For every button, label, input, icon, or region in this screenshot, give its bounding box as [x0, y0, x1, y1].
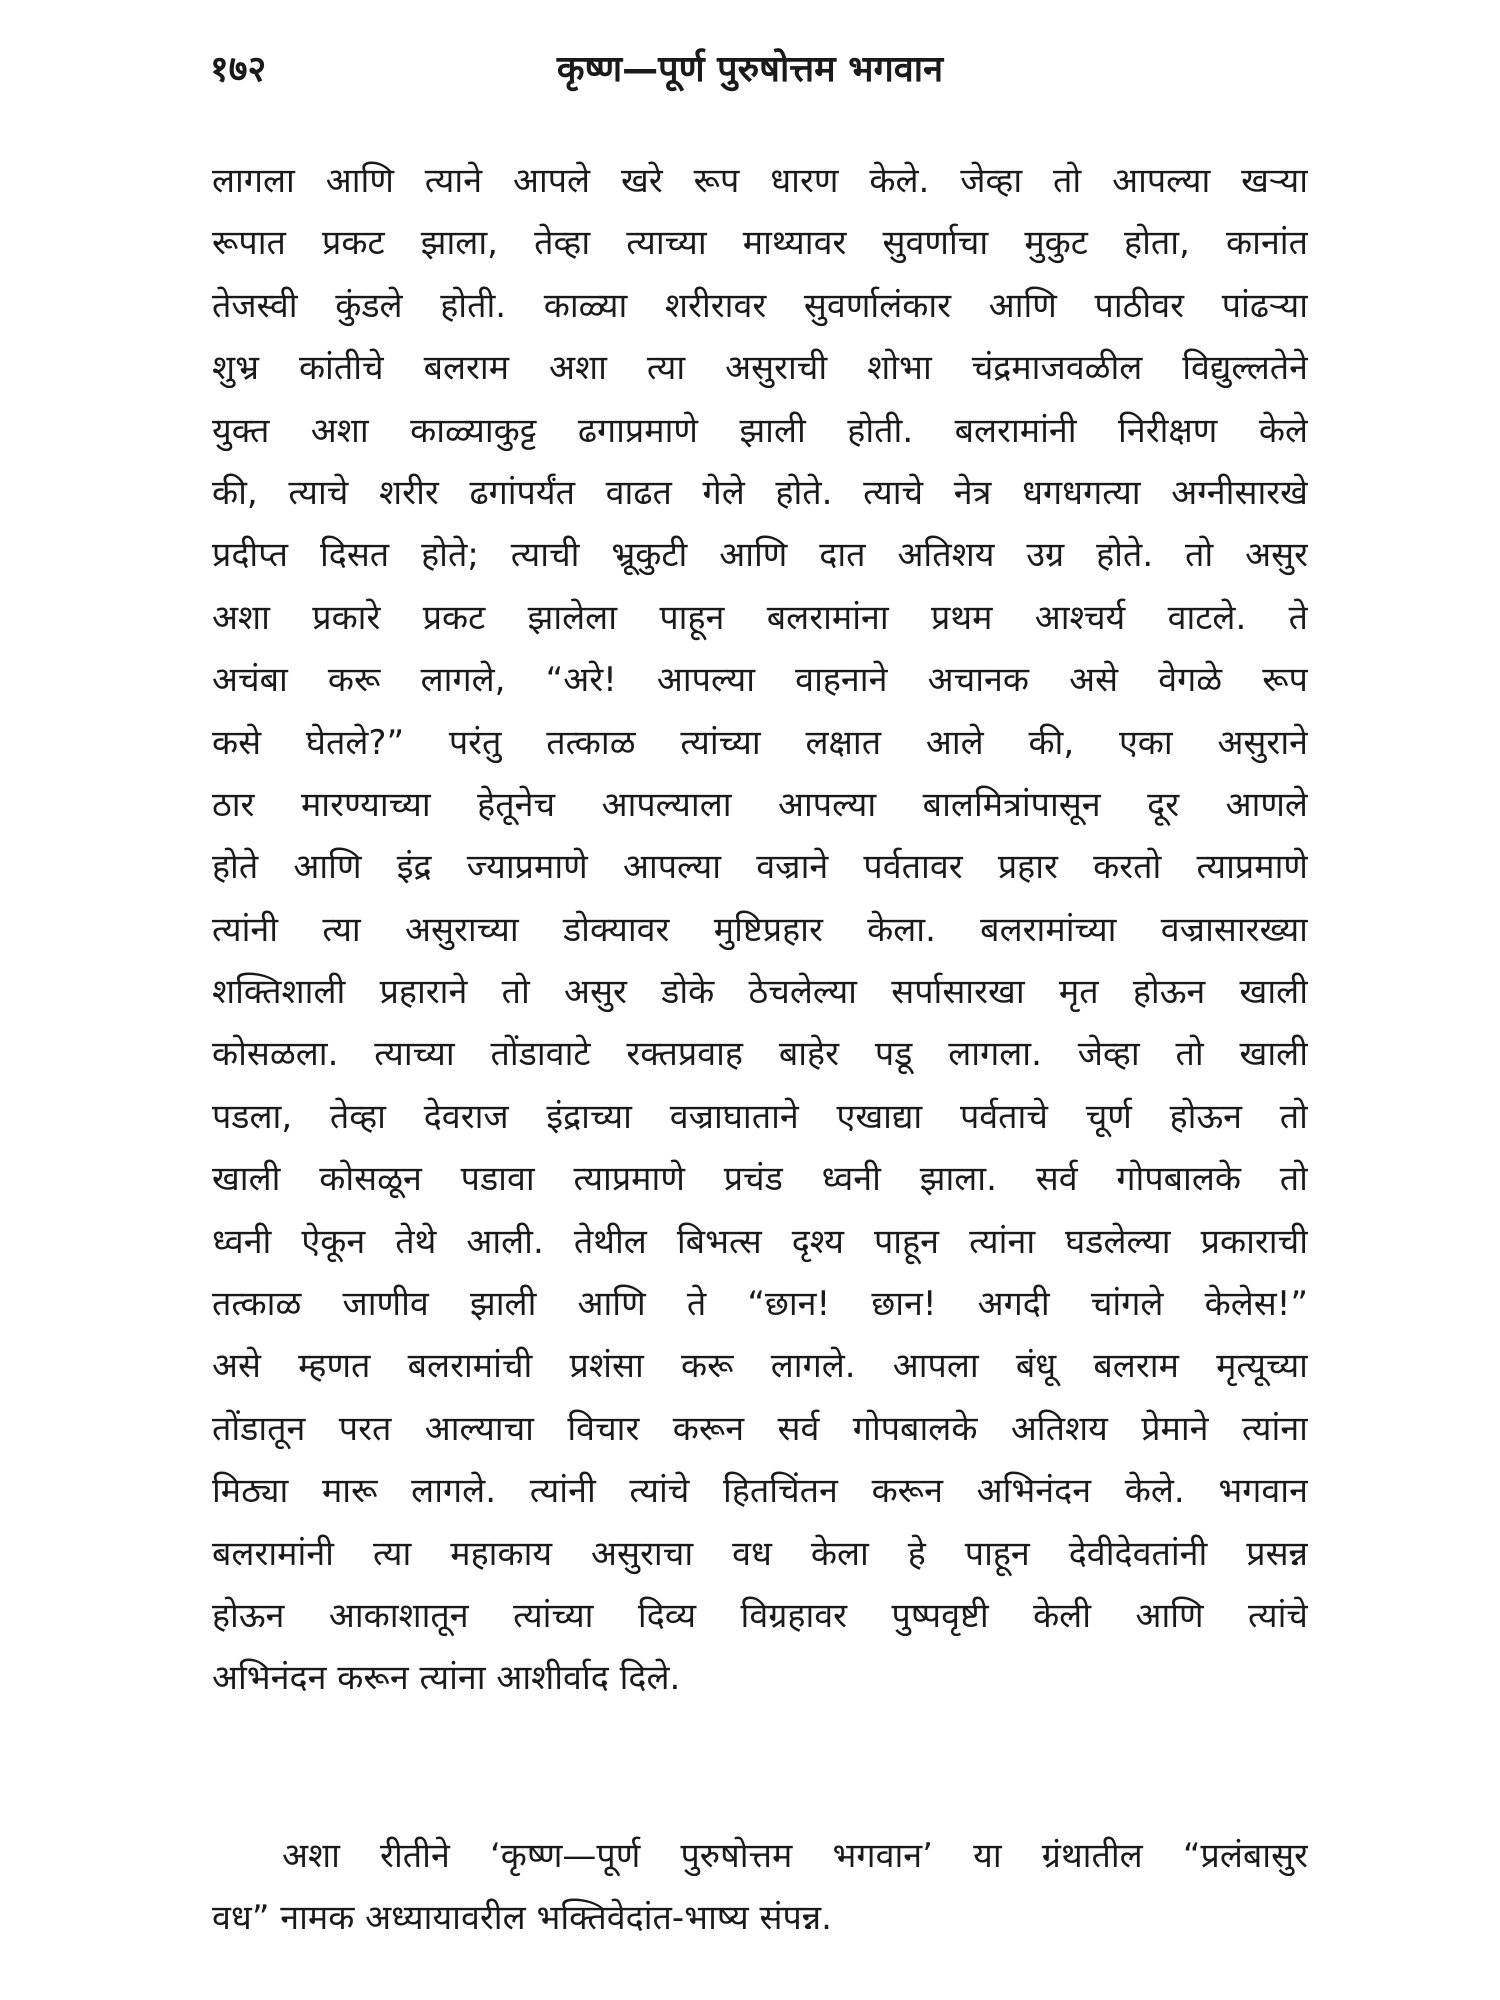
- body-paragraph: [212, 150, 1308, 1710]
- text-line: कोसळला. त्याच्या तोंडावाटे रक्तप्रवाह बाहेर पडू लागला. जेव्हा तो खाली: [212, 1034, 1308, 1075]
- text-line: पडला, तेव्हा देवराज इंद्राच्या वज्राघाताने एखाद्या पर्वताचे चूर्ण होऊन तो: [212, 1096, 1308, 1137]
- text-line: तेजस्वी कुंडले होती. काळ्या शरीरावर सुवर्णालंकार आणि पाठीवर पांढऱ्या: [212, 285, 1308, 326]
- page-number: १७२: [210, 49, 267, 90]
- text-line: की, त्याचे शरीर ढगांपर्यंत वाढत गेले होते. त्याचे नेत्र धगधगत्या अग्नीसारखे: [212, 472, 1308, 513]
- text-line: शक्तिशाली प्रहाराने तो असुर डोके ठेचलेल्या सर्पासारखा मृत होऊन खाली: [212, 972, 1308, 1013]
- text-line: असे म्हणत बलरामांची प्रशंसा करू लागले. आपला बंधू बलराम मृत्यूच्या: [212, 1346, 1308, 1387]
- text-line: युक्त अशा काळ्याकुट्ट ढगाप्रमाणे झाली होती. बलरामांनी निरीक्षण केले: [212, 410, 1308, 451]
- text-line: बलरामांनी त्या महाकाय असुराचा वध केला हे पाहून देवीदेवतांनी प्रसन्न: [212, 1533, 1308, 1574]
- text-line: अभिनंदन करून त्यांना आशीर्वाद दिले.: [212, 1658, 681, 1699]
- text-line: प्रदीप्त दिसत होते; त्याची भ्रूकुटी आणि दात अतिशय उग्र होते. तो असुर: [212, 535, 1308, 576]
- colophon-line: वध” नामक अध्यायावरील भक्तिवेदांत-भाष्य संपन्न.: [212, 1898, 832, 1939]
- text-line: होऊन आकाशातून त्यांच्या दिव्य विग्रहावर पुष्पवृष्टी केली आणि त्यांचे: [212, 1595, 1308, 1636]
- text-line: होते आणि इंद्र ज्याप्रमाणे आपल्या वज्राने पर्वतावर प्रहार करतो त्याप्रमाणे: [212, 847, 1308, 888]
- text-line: रूपात प्रकट झाला, तेव्हा त्याच्या माथ्यावर सुवर्णाचा मुकुट होता, कानांत: [212, 223, 1308, 264]
- text-line: अशा प्रकारे प्रकट झालेला पाहून बलरामांना प्रथम आश्चर्य वाटले. ते: [212, 597, 1308, 638]
- running-header: [200, 40, 1300, 100]
- book-title: कृष्ण—पूर्ण पुरुषोत्तम भगवान: [556, 49, 944, 90]
- text-line: अचंबा करू लागले, “अरे! आपल्या वाहनाने अचानक असे वेगळे रूप: [212, 660, 1308, 701]
- text-line: लागला आणि त्याने आपले खरे रूप धारण केले. जेव्हा तो आपल्या खऱ्या: [212, 161, 1308, 201]
- text-line: ध्वनी ऐकून तेथे आली. तेथील बिभत्स दृश्य पाहून त्यांना घडलेल्या प्रकाराची: [212, 1221, 1308, 1262]
- text-line: मिठ्या मारू लागले. त्यांनी त्यांचे हितचिंतन करून अभिनंदन केले. भगवान: [212, 1471, 1308, 1512]
- text-line: खाली कोसळून पडावा त्याप्रमाणे प्रचंड ध्वनी झाला. सर्व गोपबालके तो: [212, 1159, 1308, 1200]
- text-line: तत्काळ जाणीव झाली आणि ते “छान! छान! अगदी चांगले केलेस!”: [212, 1284, 1308, 1325]
- text-line: कसे घेतले?” परंतु तत्काळ त्यांच्या लक्षात आले की, एका असुराने: [212, 722, 1308, 763]
- text-line: तोंडातून परत आल्याचा विचार करून सर्व गोपबालके अतिशय प्रेमाने त्यांना: [212, 1408, 1308, 1449]
- colophon-line: अशा रीतीने ‘कृष्ण—पूर्ण पुरुषोत्तम भगवान’ या ग्रंथातील “प्रलंबासुर: [282, 1836, 1308, 1876]
- chapter-colophon: [212, 1825, 1308, 1950]
- text-line: त्यांनी त्या असुराच्या डोक्यावर मुष्टिप्रहार केला. बलरामांच्या वज्रासारख्या: [212, 909, 1308, 950]
- text-line: शुभ्र कांतीचे बलराम अशा त्या असुराची शोभा चंद्रमाजवळील विद्युल्लतेने: [212, 348, 1308, 389]
- text-line: ठार मारण्याच्या हेतूनेच आपल्याला आपल्या बालमित्रांपासून दूर आणले: [212, 784, 1308, 825]
